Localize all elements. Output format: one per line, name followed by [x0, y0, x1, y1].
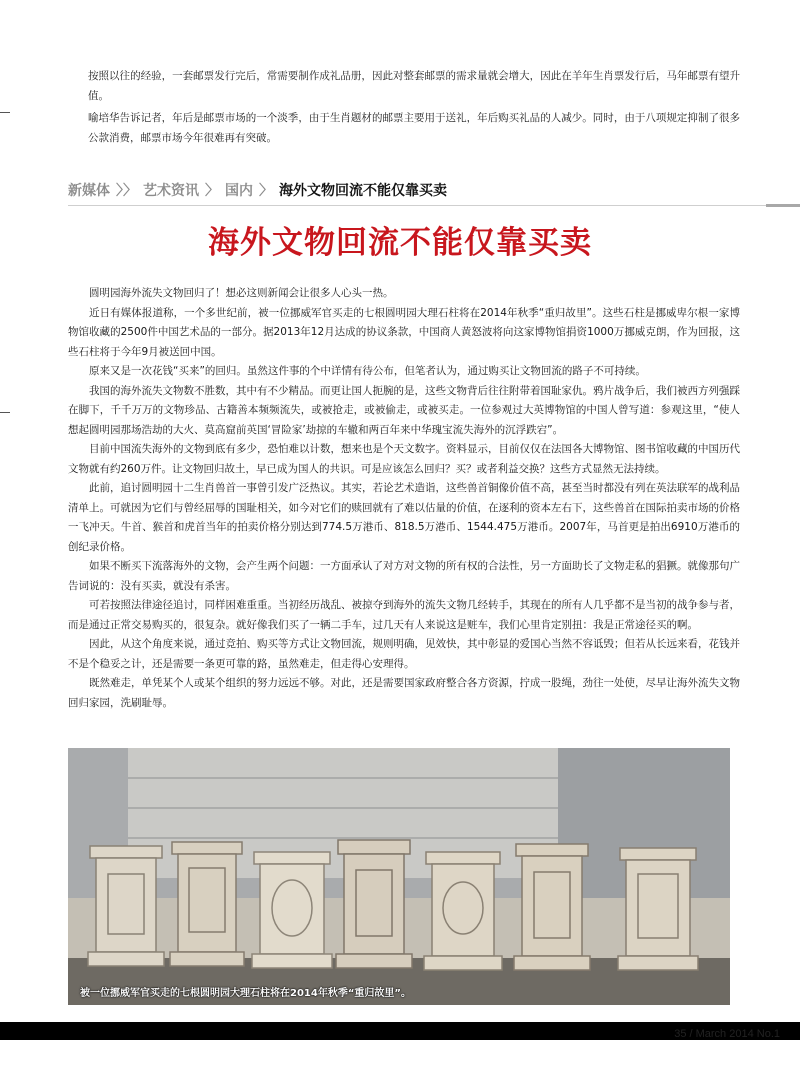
breadcrumb-item-new-media[interactable]: 新媒体: [68, 183, 110, 199]
pillar-2: [170, 842, 244, 966]
breadcrumb-separator: 〉〉: [116, 183, 137, 199]
breadcrumb-rule: [68, 205, 766, 206]
breadcrumb-item-domestic[interactable]: 国内: [225, 183, 253, 199]
breadcrumb-separator: 〉: [205, 183, 219, 199]
photo-caption: 被一位挪威军官买走的七根圆明园大理石柱将在2014年秋季“重归故里”。: [80, 988, 411, 999]
article-paragraph: 可若按照法律途径追讨，同样困难重重。当初经历战乱、被掠夺到海外的流失文物几经转手，其现在的所有人几乎都不是当初的战争参与者，而是通过正常交易购买的，很复杂。就好像我们买了一辆二手车，过几天有人来说这是赃车，我们心里肯定别扭：我是正常途径买的啊。: [68, 599, 740, 631]
breadcrumb-current: 海外文物回流不能仅靠买卖: [279, 183, 447, 199]
pillar-6: [514, 844, 590, 970]
breadcrumb-item-art-news[interactable]: 艺术资讯: [143, 183, 199, 199]
article-paragraph: 近日有媒体报道称，一个多世纪前，被一位挪威军官买走的七根圆明园大理石柱将在2014年秋季“重归故里”。这些石柱是挪威卑尔根一家博物馆收藏的2500件中国艺术品的一部分。据2013年12月达成的协议条款，中国商人黄怒波将向这家博物馆捐资1000万挪威克朗，作为回报，这些石柱将于今年9月被送回中国。: [68, 306, 740, 358]
article-paragraph: 目前中国流失海外的文物到底有多少，恐怕难以计数，想来也是个天文数字。资料显示，目前仅仅在法国各大博物馆、图书馆收藏的中国历代文物就有约260万件。让文物回归故土，早已成为国人的共识。可是应该怎么回归？买？或者利益交换？这些方式显然无法持续。: [68, 443, 740, 475]
edge-rule: [766, 204, 800, 207]
article-paragraph: 圆明园海外流失文物回归了！想必这则新闻会让很多人心头一热。: [89, 287, 394, 299]
breadcrumb: [68, 178, 768, 204]
article-paragraph: 既然难走，单凭某个人或某个组织的努力远远不够。对此，还是需要国家政府整合各方资源，拧成一股绳，劲往一处使，尽早让海外流失文物回归家园，洗刷耻辱。: [68, 677, 740, 709]
pillars-illustration: [68, 748, 730, 1005]
marble-pillars-photo: [68, 748, 730, 1005]
pillar-3: [252, 852, 332, 968]
article-paragraph: 我国的海外流失文物数不胜数，其中有不少精品。而更让国人扼腕的是，这些文物背后往往附带着国耻家仇。鸦片战争后，我们被西方列强踩在脚下，千千万万的文物珍品、古籍善本频频流失，或被抢走，或被偷走，或被买走。一位参观过大英博物馆的中国人曾写道：参观这里，“使人想起圆明园那场浩劫的大火、莫高窟前英国‘冒险家’劫掠的车辙和两百年来中华瑰宝流失海外的沉浮跌宕”。: [68, 384, 740, 436]
article-body: [68, 284, 740, 713]
intro-paragraph-2: 喻培华告诉记者，年后是邮票市场的一个淡季，由于生肖题材的邮票主要用于送礼，年后购买礼品的人减少。同时，由于八项规定抑制了很多公款消费，邮票市场今年很难再有突破。: [88, 112, 740, 144]
pillar-4: [336, 840, 412, 968]
margin-tick-1: [0, 112, 10, 113]
article-paragraph: 此前，追讨圆明园十二生肖兽首一事曾引发广泛热议。其实，若论艺术造诣，这些兽首铜像价值不高，甚至当时都没有列在英法联军的战利品清单上。可就因为它们与曾经屈辱的国耻相关，如今对它们的赎回就有了难以估量的价值，在逐利的资本左右下，这些兽首在国际拍卖市场的价格一飞冲天。牛首、猴首和虎首当年的拍卖价格分别达到774.5万港币、818.5万港币、1544.475万港币。2007年，马首更是拍出6910万港币的创纪录价格。: [68, 482, 740, 553]
article-title: 海外文物回流不能仅靠买卖: [208, 225, 592, 261]
margin-tick-2: [0, 412, 10, 413]
article-paragraph: 如果不断买下流落海外的文物，会产生两个问题：一方面承认了对方对文物的所有权的合法性，另一方面助长了文物走私的猖獗。就像那句广告词说的：没有买卖，就没有杀害。: [68, 560, 740, 592]
pillar-5: [424, 852, 502, 970]
page-number: 35 / March 2014 No.1: [674, 1028, 780, 1040]
breadcrumb-separator: 〉: [259, 183, 273, 199]
pillar-1: [88, 846, 164, 966]
intro-paragraph-1: 按照以往的经验，一套邮票发行完后，常需要制作成礼品册，因此对整套邮票的需求量就会增大，因此在羊年生肖票发行后，马年邮票有望升值。: [88, 70, 740, 102]
pillar-7: [618, 848, 698, 970]
article-paragraph: 原来又是一次花钱“买来”的回归。虽然这件事的个中详情有待公布，但笔者认为，通过购买让文物回流的路子不可持续。: [89, 365, 646, 377]
article-paragraph: 因此，从这个角度来说，通过竞拍、购买等方式让文物回流，规则明确，见效快，其中彰显的爱国心当然不容诋毁；但若从长远来看，花钱并不是个稳妥之计，还是需要一条更可靠的路，虽然难走，但走得心安理得。: [68, 638, 740, 670]
